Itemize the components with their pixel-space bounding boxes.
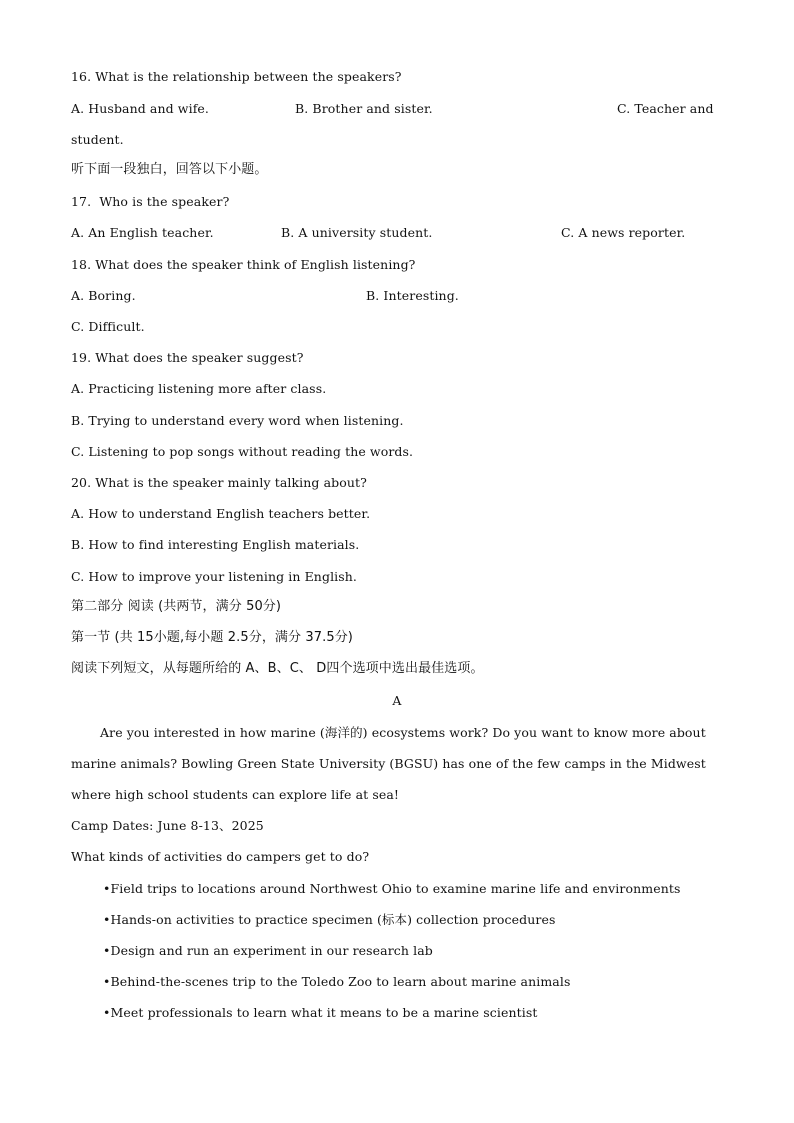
activity-bullet: •Field trips to locations around Northwest Ohio to examine marine life and environments [103, 881, 681, 896]
q16-option-c-continued: student. [71, 132, 124, 147]
q16-option-a: A. Husband and wife. [71, 101, 209, 116]
question-19-text: 19. What does the speaker suggest? [71, 350, 304, 365]
question-16-text: 16. What is the relationship between the speakers? [71, 69, 402, 84]
q20-option-c: C. How to improve your listening in English. [71, 569, 357, 584]
passage-paragraph-line-2: marine animals? Bowling Green State University (BGSU) has one of the few camps in the Midwest [71, 756, 706, 771]
passage-label: A [392, 693, 402, 708]
q20-option-b: B. How to find interesting English materials. [71, 537, 360, 552]
part2-instruction: 阅读下列短文，从每题所给的 A、B、C、 D四个选项中选出最佳选项。 [71, 661, 484, 676]
passage-paragraph-line-3: where high school students can explore life at sea! [71, 787, 400, 802]
q16-option-b: B. Brother and sister. [295, 101, 433, 116]
q17-option-a: A. An English teacher. [71, 225, 214, 240]
part2-section1: 第一节 (共 15小题,每小题 2.5分，满分 37.5分) [71, 630, 353, 645]
q20-option-a: A. How to understand English teachers better. [71, 506, 371, 521]
passage-paragraph-line-1: Are you interested in how marine (海洋的) ecosystems work? Do you want to know more about [100, 725, 706, 740]
q17-option-c: C. A news reporter. [561, 225, 686, 240]
listening-section-note: 听下面一段独白，回答以下小题。 [71, 162, 268, 177]
q16-option-c: C. Teacher and [617, 101, 714, 116]
question-20-text: 20. What is the speaker mainly talking about? [71, 475, 367, 490]
activities-question: What kinds of activities do campers get to do? [71, 849, 370, 864]
q19-option-b: B. Trying to understand every word when listening. [71, 413, 404, 428]
q18-option-c: C. Difficult. [71, 319, 145, 334]
question-18-text: 18. What does the speaker think of English listening? [71, 257, 416, 272]
activity-bullet: •Design and run an experiment in our research lab [103, 943, 433, 958]
activity-bullet: •Behind-the-scenes trip to the Toledo Zoo to learn about marine animals [103, 974, 571, 989]
q18-option-b: B. Interesting. [366, 288, 459, 303]
activity-bullet: •Hands-on activities to practice specimen (标本) collection procedures [103, 912, 556, 927]
q19-option-c: C. Listening to pop songs without reading the words. [71, 444, 414, 459]
question-17-text: 17. Who is the speaker? [71, 194, 230, 209]
activity-bullet: •Meet professionals to learn what it means to be a marine scientist [103, 1005, 538, 1020]
q18-option-a: A. Boring. [71, 288, 136, 303]
camp-dates: Camp Dates: June 8-13、2025 [71, 818, 264, 833]
q17-option-b: B. A university student. [281, 225, 433, 240]
part2-heading: 第二部分 阅读 (共两节，满分 50分) [71, 599, 282, 614]
q19-option-a: A. Practicing listening more after class. [71, 381, 327, 396]
